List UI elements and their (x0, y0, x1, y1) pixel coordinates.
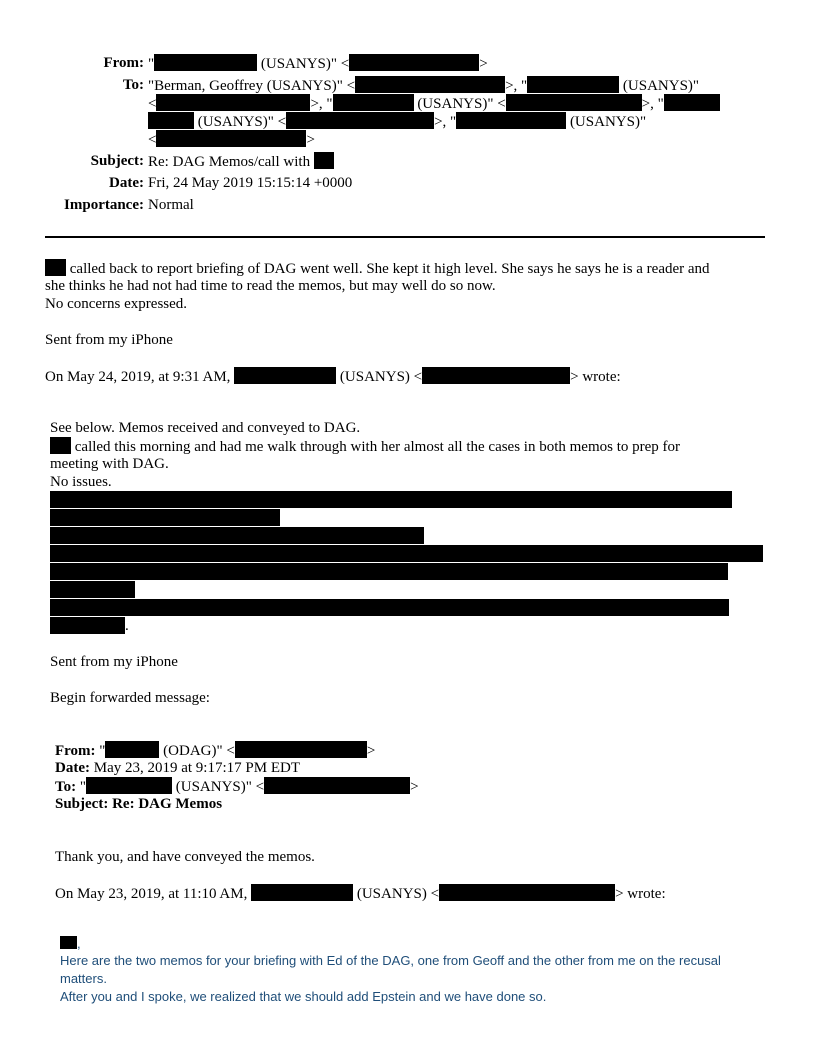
redaction (234, 367, 336, 384)
quoted-line: See below. Memos received and conveyed to DAG. (50, 420, 361, 436)
to-text: (USANYS)" < (194, 114, 287, 130)
from-close: > (479, 56, 488, 72)
to-text: >, " (310, 96, 333, 112)
redaction-block (50, 599, 729, 616)
to-text: < (148, 132, 157, 148)
period: . (125, 618, 129, 634)
redaction (105, 741, 159, 758)
redaction (156, 94, 310, 111)
body-line: she thinks he had not had time to read the memos, but may well do so now. (45, 278, 496, 294)
sent-from-iphone: Sent from my iPhone (50, 654, 178, 670)
memo-line: Here are the two memos for your briefing with Ed of the DAG, one from Geoff and the other from me on the recusal (60, 953, 721, 968)
to-text: >, " (434, 114, 457, 130)
from-org: (USANYS)" < (257, 56, 350, 72)
to-line-4 (148, 130, 315, 149)
quoted-line (50, 437, 680, 456)
date-label: Date: (109, 175, 144, 191)
wrote-text: > wrote: (570, 369, 621, 385)
redaction (422, 367, 570, 384)
redaction (506, 94, 642, 111)
fwd-to-label: To: (55, 779, 77, 795)
date-value: Fri, 24 May 2019 15:15:14 +0000 (148, 175, 353, 191)
fwd-date-label: Date: (55, 760, 90, 776)
sent-from-iphone: Sent from my iPhone (45, 332, 173, 348)
body-text: called back to report briefing of DAG went well. She kept it high level. She says he says he is a reader and (66, 261, 710, 277)
redaction (349, 54, 479, 71)
redaction (235, 741, 367, 758)
fwd-from-label: From: (55, 743, 96, 759)
redaction (86, 777, 172, 794)
redaction (314, 152, 334, 169)
redaction (156, 130, 306, 147)
thanks-line: Thank you, and have conveyed the memos. (55, 849, 315, 865)
fwd-subject-value: Re: DAG Memos (108, 796, 223, 812)
redaction-block (50, 563, 728, 580)
redaction (251, 884, 353, 901)
fwd-date-line (55, 759, 300, 777)
memo-line: matters. (60, 971, 107, 986)
redaction (439, 884, 615, 901)
subject-label: Subject: (90, 153, 144, 169)
fwd-text: " (76, 779, 86, 795)
to-text: < (148, 96, 157, 112)
to-line-2 (148, 94, 720, 113)
fwd-text: " (95, 743, 106, 759)
redaction (456, 112, 566, 129)
header-divider (45, 236, 765, 238)
greeting-comma: , (77, 936, 81, 951)
body-line (45, 259, 710, 278)
wrote-line (45, 367, 621, 386)
fwd-text: (USANYS)" < (172, 779, 265, 795)
fwd-subject-label: Subject: (55, 796, 109, 812)
from-label: From: (103, 55, 144, 71)
wrote-text: (USANYS) < (353, 886, 440, 902)
wrote-text: (USANYS) < (336, 369, 423, 385)
wrote-text: > wrote: (615, 886, 666, 902)
redaction-block (50, 509, 280, 526)
wrote-text: On May 24, 2019, at 9:31 AM, (45, 369, 235, 385)
to-text: (USANYS)" (566, 114, 647, 130)
body-line: No concerns expressed. (45, 296, 188, 312)
fwd-from-line (55, 741, 375, 760)
fwd-text: > (410, 779, 419, 795)
wrote-line (55, 884, 666, 903)
redaction-block (50, 545, 763, 562)
redaction (45, 259, 66, 276)
redaction (355, 76, 505, 93)
redaction (527, 76, 619, 93)
redaction (60, 936, 77, 949)
fwd-text: > (366, 743, 376, 759)
fwd-text: (ODAG)" < (159, 743, 235, 759)
memo-line: After you and I spoke, we realized that we should add Epstein and we have done so. (60, 989, 547, 1004)
to-line-3 (148, 112, 646, 131)
redaction (664, 94, 720, 111)
redaction (148, 112, 194, 129)
begin-forwarded: Begin forwarded message: (50, 690, 210, 706)
from-open: " (148, 56, 155, 72)
redaction (154, 54, 257, 71)
to-text: (USANYS)" < (413, 96, 506, 112)
subject-value: Re: DAG Memos/call with (148, 154, 314, 170)
to-label: To: (122, 77, 144, 93)
to-line-1 (148, 76, 699, 95)
quoted-text: called this morning and had me walk through with her almost all the cases in both memos to prep for (71, 439, 681, 455)
greeting-line (60, 935, 81, 953)
quoted-line: meeting with DAG. (50, 456, 169, 472)
fwd-date-value: May 23, 2019 at 9:17:17 PM EDT (89, 760, 300, 776)
to-text: "Berman, Geoffrey (USANYS)" < (148, 78, 356, 94)
to-text: >, " (505, 78, 528, 94)
redaction (50, 437, 71, 454)
to-text: >, " (641, 96, 664, 112)
redaction-block (50, 581, 135, 598)
wrote-text: On May 23, 2019, at 11:10 AM, (55, 886, 252, 902)
redaction (264, 777, 410, 794)
fwd-to-line (55, 777, 419, 796)
to-text: (USANYS)" (619, 78, 700, 94)
to-text: > (306, 132, 315, 148)
redaction (286, 112, 434, 129)
subject-line (148, 152, 334, 171)
from-line (148, 54, 488, 73)
redaction (333, 94, 414, 111)
fwd-subject-line (55, 795, 222, 813)
redaction-block (50, 491, 732, 508)
redaction-block (50, 527, 424, 544)
redaction-block (50, 617, 125, 634)
importance-value: Normal (148, 197, 194, 213)
importance-label: Importance: (64, 197, 144, 213)
quoted-line: No issues. (50, 474, 112, 490)
